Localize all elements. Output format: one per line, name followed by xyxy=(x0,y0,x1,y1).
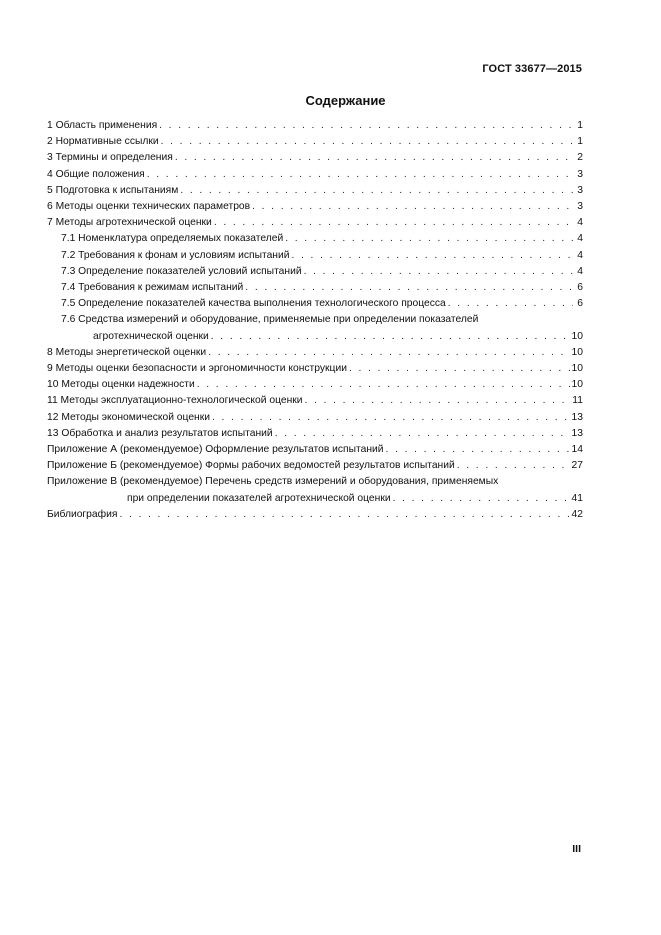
toc-leader-dots xyxy=(448,296,573,312)
toc-entry-page: 41 xyxy=(571,492,583,504)
toc-entry-page: 27 xyxy=(571,460,583,472)
toc-entry-label-line1: 7.6 Средства измерений и оборудование, применяемые при определении показателей xyxy=(61,314,479,326)
toc-entry-page: 6 xyxy=(577,298,583,310)
toc-leader-dots xyxy=(245,280,573,296)
toc-entry-page: 13 xyxy=(571,411,583,423)
toc-entry-label: 1 Область применения xyxy=(47,120,158,131)
toc-subentry[interactable] xyxy=(47,312,583,344)
toc-entry[interactable] xyxy=(47,199,583,215)
toc-entry[interactable] xyxy=(47,377,583,393)
toc-leader-dots xyxy=(147,167,573,183)
toc-entry-page: 2 xyxy=(577,152,583,164)
toc-appendix-entry[interactable] xyxy=(47,458,583,474)
toc-leader-dots xyxy=(275,426,570,442)
toc-leader-dots xyxy=(214,215,573,231)
toc-entry[interactable] xyxy=(47,118,583,134)
toc-entry-label: 8 Методы энергетической оценки xyxy=(47,346,207,358)
toc-entry-page: 10 xyxy=(571,346,583,358)
toc-entry-label-line1: Приложение В (рекомендуемое) Перечень средств измерений и оборудования, применяемых xyxy=(47,476,499,488)
toc-subentry[interactable] xyxy=(47,296,583,312)
toc-entry-label: 7.5 Определение показателей качества выполнения технологического процесса xyxy=(61,298,446,310)
toc-leader-dots xyxy=(393,491,570,507)
toc-entry-label: Библиография xyxy=(47,508,118,520)
toc-entry-page: 4 xyxy=(577,265,583,277)
toc-entry[interactable] xyxy=(47,345,583,361)
toc-entry-label: 6 Методы оценки технических параметров xyxy=(47,201,251,213)
table-of-contents xyxy=(47,118,583,523)
toc-entry-page: 42 xyxy=(571,508,583,520)
toc-leader-dots xyxy=(386,442,570,458)
toc-entry-page: 10 xyxy=(571,379,583,391)
toc-entry-page: 3 xyxy=(577,184,583,196)
toc-entry-page: 4 xyxy=(577,233,583,245)
toc-entry[interactable] xyxy=(47,183,583,199)
toc-entry-label: 12 Методы экономической оценки xyxy=(47,411,210,423)
toc-title: Содержание xyxy=(305,93,386,108)
toc-leader-dots xyxy=(304,264,573,280)
toc-entry-label: 4 Общие положения xyxy=(47,168,145,180)
toc-entry-page: 4 xyxy=(577,249,583,261)
toc-appendix-entry[interactable] xyxy=(47,474,583,506)
toc-entry-label: 3 Термины и определения xyxy=(47,152,173,164)
toc-entry-label: 7.3 Определение показателей условий испытаний xyxy=(61,265,302,277)
toc-entry-page: 1 xyxy=(577,136,583,148)
toc-leader-dots xyxy=(175,150,573,166)
toc-leader-dots xyxy=(252,199,573,215)
toc-entry[interactable] xyxy=(47,410,583,426)
toc-entry-label: 7.4 Требования к режимам испытаний xyxy=(61,282,244,294)
toc-entry[interactable] xyxy=(47,393,583,409)
toc-leader-dots xyxy=(159,118,573,134)
toc-entry[interactable] xyxy=(47,134,583,150)
toc-entry-label: 7.1 Номенклатура определяемых показателей xyxy=(61,233,284,245)
toc-leader-dots xyxy=(180,183,573,199)
toc-subentry[interactable] xyxy=(47,231,583,247)
toc-entry[interactable] xyxy=(47,215,583,231)
toc-entry[interactable] xyxy=(47,150,583,166)
toc-leader-dots xyxy=(212,410,570,426)
toc-entry-label: 5 Подготовка к испытаниям xyxy=(47,184,179,196)
toc-entry-label: 2 Нормативные ссылки xyxy=(47,136,159,148)
toc-entry[interactable] xyxy=(47,361,583,377)
toc-entry-page: 1 xyxy=(577,120,583,131)
toc-entry-label: Приложение Б (рекомендуемое) Формы рабочих ведомостей результатов испытаний xyxy=(47,460,455,472)
toc-entry-page: 3 xyxy=(577,168,583,180)
toc-entry[interactable] xyxy=(47,167,583,183)
toc-entry-page: 4 xyxy=(577,217,583,229)
toc-entry-page: 10 xyxy=(571,330,583,342)
toc-entry-label-line2: при определении показателей агротехнической оценки xyxy=(127,492,391,504)
page-number: III xyxy=(572,843,581,855)
toc-entry-page: 13 xyxy=(571,427,583,439)
toc-leader-dots xyxy=(305,393,571,409)
toc-leader-dots xyxy=(208,345,569,361)
toc-leader-dots xyxy=(119,507,569,523)
toc-subentry[interactable] xyxy=(47,264,583,280)
toc-entry-page: 6 xyxy=(577,282,583,294)
toc-entry-label: 13 Обработка и анализ результатов испытаний xyxy=(47,427,273,439)
toc-entry-page: 10 xyxy=(571,363,583,375)
toc-entry[interactable] xyxy=(47,426,583,442)
toc-entry-label: 10 Методы оценки надежности xyxy=(47,379,195,391)
toc-leader-dots xyxy=(285,231,573,247)
toc-entry-page: 11 xyxy=(572,395,583,407)
toc-entry-label: 9 Методы оценки безопасности и эргономичности конструкции xyxy=(47,363,347,375)
toc-leader-dots xyxy=(161,134,573,150)
toc-entry-label: Приложение А (рекомендуемое) Оформление результатов испытаний xyxy=(47,444,384,456)
toc-entry-label: 7.2 Требования к фонам и условиям испытаний xyxy=(61,249,290,261)
toc-appendix-entry[interactable] xyxy=(47,442,583,458)
toc-entry-label: 11 Методы эксплуатационно-технологической оценки xyxy=(47,395,303,407)
toc-subentry[interactable] xyxy=(47,280,583,296)
toc-entry-label-line2: агротехнической оценки xyxy=(93,330,209,342)
toc-entry-label: 7 Методы агротехнической оценки xyxy=(47,217,212,229)
toc-leader-dots xyxy=(457,458,570,474)
toc-leader-dots xyxy=(211,329,570,345)
toc-leader-dots xyxy=(292,248,574,264)
toc-leader-dots xyxy=(197,377,570,393)
toc-entry-page: 3 xyxy=(577,201,583,213)
toc-subentry[interactable] xyxy=(47,248,583,264)
toc-entry[interactable] xyxy=(47,507,583,523)
toc-entry-page: 14 xyxy=(571,444,583,456)
toc-leader-dots xyxy=(349,361,570,377)
document-header-code: ГОСТ 33677—2015 xyxy=(482,63,582,75)
